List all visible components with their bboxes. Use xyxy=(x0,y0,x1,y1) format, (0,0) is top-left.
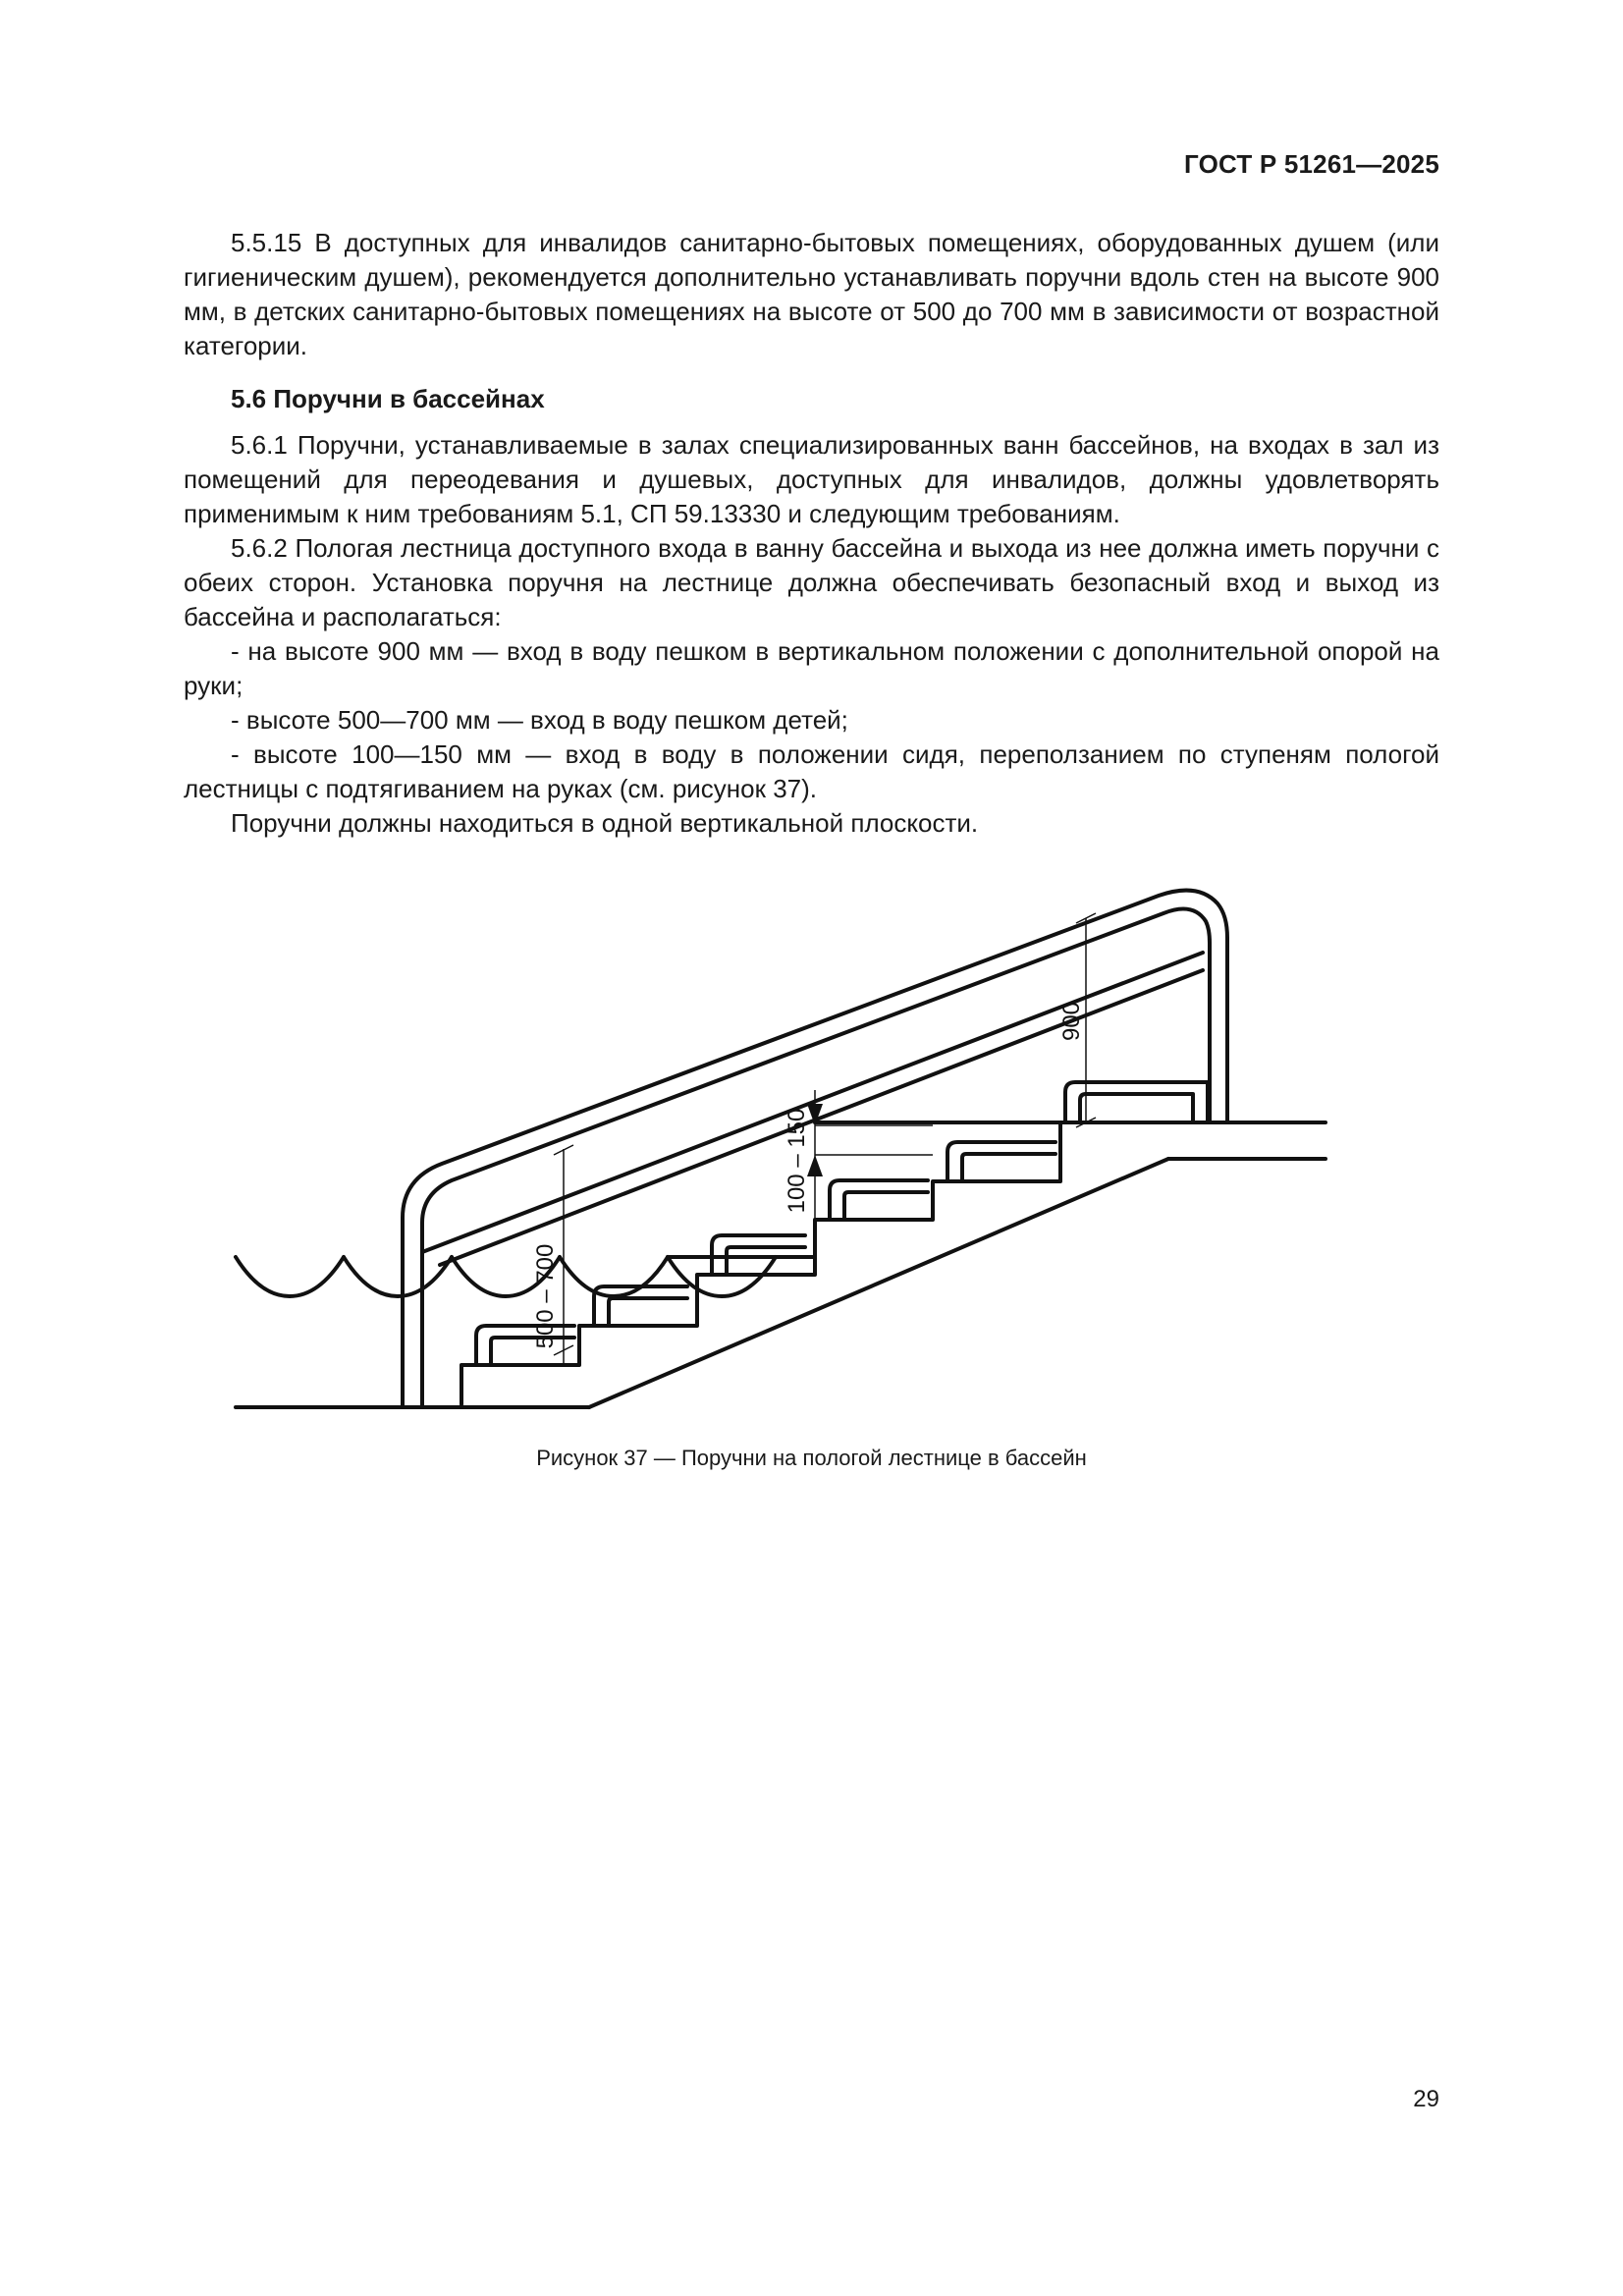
low-rail-5-inner xyxy=(962,1154,1055,1179)
wave-2 xyxy=(344,1257,452,1296)
wave-1 xyxy=(236,1257,344,1296)
list-item-500-700: - высоте 500—700 мм — вход в воду пешком детей; xyxy=(231,705,848,735)
para-number: 5.5.15 xyxy=(231,228,302,257)
paragraph-group-5-6 xyxy=(184,428,1439,841)
handrail-stair-drawing xyxy=(226,864,1335,1414)
stair-slope-line xyxy=(589,1159,1168,1407)
para-number: 5.6.1 xyxy=(231,430,288,460)
section-title: 5.6 Поручни в бассейнах xyxy=(231,384,545,413)
list-item-100-150: - высоте 100—150 мм — вход в воду в положении сидя, переползанием по ступеням пологой лестницы с подтягиванием на руках (см. рисунок 37). xyxy=(184,739,1439,803)
paragraph-5-6-2 xyxy=(184,531,1439,634)
low-rail-4-inner xyxy=(844,1192,928,1218)
low-rail-6-inner xyxy=(1080,1094,1193,1122)
para-text: Пологая лестница доступного входа в ванну бассейна и выхода из нее должна иметь поручни с обеих сторон. Установка поручня на лестнице должна обеспечивать безопасный вход и выход из бассейна и располагаться: xyxy=(184,533,1439,631)
paragraph-5-6-1 xyxy=(184,428,1439,531)
dim-900-label: 900 xyxy=(1058,1001,1085,1042)
paragraph-final: Поручни должны находиться в одной вертикальной плоскости. xyxy=(231,808,979,838)
paragraph-5-5-15 xyxy=(184,226,1439,363)
figure-caption: Рисунок 37 — Поручни на пологой лестнице в бассейн xyxy=(536,1446,1087,1470)
para-text: Поручни, устанавливаемые в залах специализированных ванн бассейнов, на входах в зал из помещений для переодевания и душевых, доступных для инвалидов, должны удовлетворять применимым к ним требованиям 5.1, СП 59.13330 и следующим требованиям. xyxy=(184,430,1439,528)
document-code: ГОСТ Р 51261—2025 xyxy=(1184,149,1439,179)
para-text: В доступных для инвалидов санитарно-бытовых помещениях, оборудованных душем (или гигиеническим душем), рекомендуется дополнительно устанавливать поручни вдоль стен на высоте 900 мм, в детских санитарно-бытовых помещениях на высоте от 500 до 700 мм в зависимости от возрастной категории. xyxy=(184,228,1439,360)
figure-37 xyxy=(226,864,1335,1414)
dim-500-700-label: 500 – 700 xyxy=(532,1243,559,1349)
page-number: 29 xyxy=(1413,2086,1439,2112)
low-rail-2-inner xyxy=(609,1298,687,1324)
list-item-900: - на высоте 900 мм — вход в воду пешком в вертикальном положении с дополнительной опорой на руки; xyxy=(184,636,1439,700)
dim-100-150-label: 100 – 150 xyxy=(784,1108,810,1214)
para-number: 5.6.2 xyxy=(231,533,288,563)
wave-4 xyxy=(560,1257,668,1296)
section-heading-5-6 xyxy=(184,382,1439,416)
